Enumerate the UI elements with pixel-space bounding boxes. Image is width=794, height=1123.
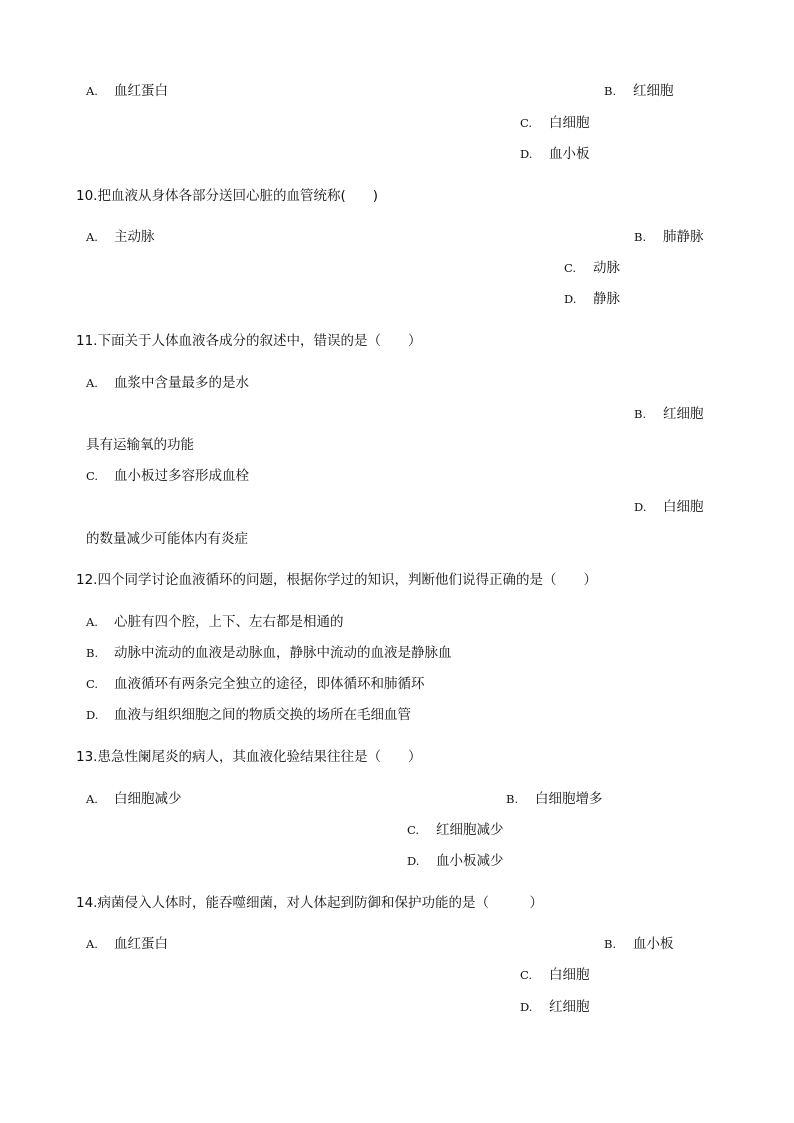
option-b-text: 血小板	[633, 936, 674, 952]
option-a-label: A.	[86, 792, 98, 806]
option-b-label: B.	[634, 407, 647, 421]
option-a-text: 血红蛋白	[114, 83, 168, 99]
option-b-text: 红细胞	[663, 406, 704, 422]
option-b-text: 红细胞	[633, 83, 674, 99]
option-c-label: C.	[520, 116, 533, 130]
option-d-text: 血小板	[549, 146, 590, 162]
option-d-text: 白细胞	[663, 499, 704, 515]
option-a-text: 白细胞减少	[114, 791, 182, 807]
option-a-text: 血红蛋白	[114, 936, 168, 952]
option-a-label: A.	[86, 84, 98, 98]
option-b-label: B.	[604, 937, 617, 951]
option-d-label: D.	[86, 708, 99, 722]
option-c-label: C.	[86, 677, 99, 691]
option-b-label: B.	[506, 792, 519, 806]
option-a-text: 血浆中含量最多的是水	[114, 375, 249, 391]
option-d-label: D.	[520, 147, 533, 161]
question-stem: 12.四个同学讨论血液循环的问题，根据你学过的知识，判断他们说得正确的是（ ）	[76, 572, 597, 588]
option-a-label: A.	[86, 615, 98, 629]
question-stem: 10.把血液从身体各部分送回心脏的血管统称( )	[76, 188, 379, 204]
option-b-label: B.	[604, 84, 617, 98]
option-c-text: 红细胞减少	[436, 822, 504, 838]
option-d-label: D.	[520, 1000, 533, 1014]
option-b-text: 白细胞增多	[535, 791, 603, 807]
option-d-label: D.	[634, 500, 647, 514]
option-c-text: 白细胞	[549, 115, 590, 131]
option-a-text: 主动脉	[114, 229, 155, 245]
question-stem: 14.病菌侵入人体时，能吞噬细菌，对人体起到防御和保护功能的是（ ）	[76, 895, 543, 911]
option-c-label: C.	[564, 261, 577, 275]
option-c-text: 血小板过多容形成血栓	[114, 468, 249, 484]
option-d-continuation: 的数量减少可能体内有炎症	[86, 531, 248, 547]
question-stem: 13.患急性阑尾炎的病人，其血液化验结果往往是（ ）	[76, 749, 422, 765]
option-d-label: D.	[564, 292, 577, 306]
option-c-label: C.	[86, 469, 99, 483]
option-d-text: 红细胞	[549, 999, 590, 1015]
option-c-text: 血液循环有两条完全独立的途径，即体循环和肺循环	[114, 676, 425, 692]
question-stem: 11.下面关于人体血液各成分的叙述中，错误的是（ ）	[76, 333, 422, 349]
option-a-text: 心脏有四个腔，上下、左右都是相通的	[114, 614, 344, 630]
option-c-text: 白细胞	[549, 967, 590, 983]
option-d-text: 血液与组织细胞之间的物质交换的场所在毛细血管	[114, 707, 411, 723]
option-c-label: C.	[520, 968, 533, 982]
option-b-label: B.	[86, 646, 99, 660]
option-a-label: A.	[86, 230, 98, 244]
option-a-label: A.	[86, 937, 98, 951]
option-b-continuation: 具有运输氧的功能	[86, 437, 194, 453]
option-a-label: A.	[86, 376, 98, 390]
option-d-text: 血小板减少	[436, 853, 504, 869]
option-b-text: 肺静脉	[663, 229, 704, 245]
option-d-text: 静脉	[593, 291, 620, 307]
option-c-text: 动脉	[593, 260, 620, 276]
option-b-text: 动脉中流动的血液是动脉血，静脉中流动的血液是静脉血	[114, 645, 452, 661]
option-b-label: B.	[634, 230, 647, 244]
option-c-label: C.	[407, 823, 420, 837]
option-d-label: D.	[407, 854, 420, 868]
